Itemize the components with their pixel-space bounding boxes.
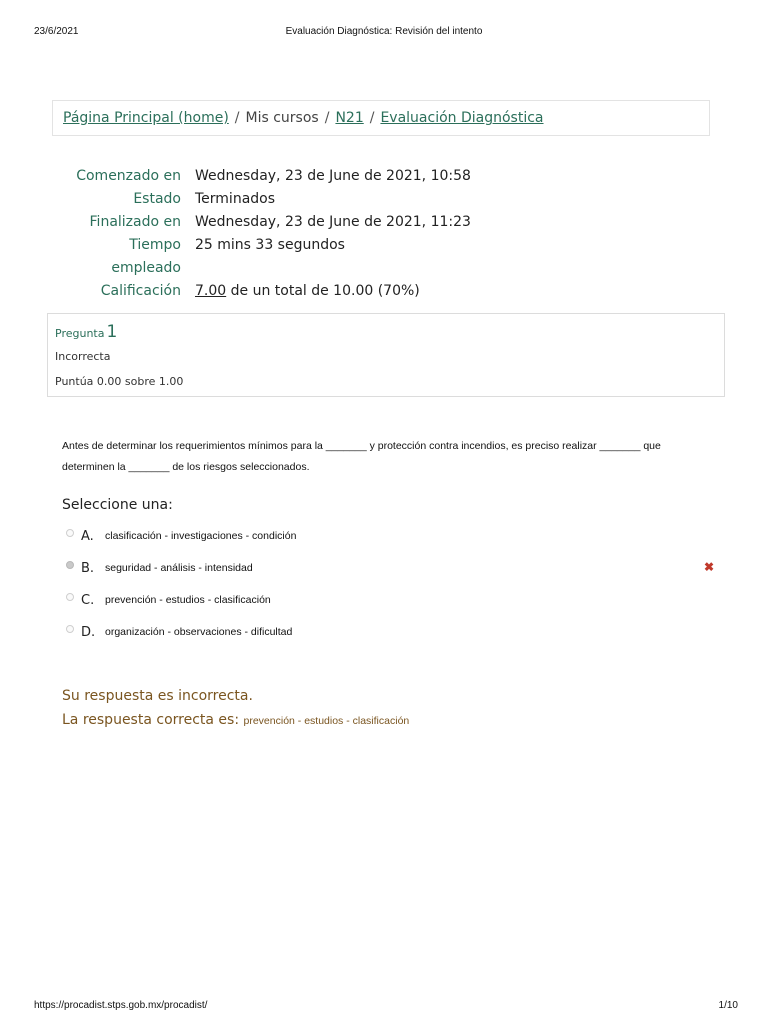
radio-button-selected[interactable] xyxy=(66,561,74,569)
summary-row-grade xyxy=(40,280,720,303)
summary-label: Comenzado en xyxy=(76,168,181,184)
breadcrumb xyxy=(52,100,710,136)
answer-prompt: Seleccione una: xyxy=(62,497,173,513)
summary-label-line: Tiempo xyxy=(129,237,181,253)
summary-value: 25 mins 33 segundos xyxy=(195,237,345,253)
answer-letter: A. xyxy=(81,528,94,544)
summary-label: Calificación xyxy=(100,283,181,299)
grade-score: 7.00 xyxy=(195,283,227,299)
radio-button[interactable] xyxy=(66,529,74,537)
print-title: Evaluación Diagnóstica: Revisión del intento xyxy=(285,26,483,37)
summary-row-time-taken xyxy=(40,234,720,280)
radio-button[interactable] xyxy=(66,625,74,633)
summary-label: Finalizado en xyxy=(89,214,181,230)
breadcrumb-separator: / xyxy=(369,110,375,126)
grade-total: de un total de 10.00 (70%) xyxy=(230,283,420,299)
breadcrumb-separator: / xyxy=(234,110,240,126)
breadcrumb-home-link[interactable]: Página Principal (home) xyxy=(63,110,229,126)
print-header xyxy=(34,26,734,40)
answer-letter: D. xyxy=(81,624,96,640)
attempt-summary-table xyxy=(40,165,720,303)
summary-value: Terminados xyxy=(195,191,276,207)
summary-value xyxy=(195,280,720,303)
breadcrumb-my-courses: Mis cursos xyxy=(245,110,319,126)
answer-letter: B. xyxy=(81,560,95,576)
summary-row-state xyxy=(40,188,720,211)
answer-text: prevención - estudios - clasificación xyxy=(105,594,271,606)
radio-button[interactable] xyxy=(66,593,74,601)
summary-value: Wednesday, 23 de June de 2021, 10:58 xyxy=(195,168,471,184)
answer-option-a[interactable] xyxy=(66,520,706,552)
summary-row-completed xyxy=(40,211,720,234)
summary-label-line: empleado xyxy=(111,260,181,276)
breadcrumb-quiz-link[interactable]: Evaluación Diagnóstica xyxy=(380,110,544,126)
question-text-line: Antes de determinar los requerimientos mínimos para la _______ y protección contra incendios, es preciso realizar _______ que xyxy=(62,440,661,452)
answer-option-b[interactable] xyxy=(66,552,714,584)
page-number: 1/10 xyxy=(718,1000,738,1011)
incorrect-cross-icon: ✖ xyxy=(703,560,714,574)
question-number-label: Pregunta xyxy=(55,327,105,340)
answer-option-c[interactable] xyxy=(66,584,706,616)
answer-option-d[interactable] xyxy=(66,616,706,648)
breadcrumb-separator: / xyxy=(324,110,330,126)
answer-options xyxy=(66,520,714,648)
correct-answer-line xyxy=(62,709,409,732)
question-text-line: determinen la _______ de los riesgos seleccionados. xyxy=(62,461,310,473)
answer-text: seguridad - análisis - intensidad xyxy=(105,562,253,574)
question-state: Incorrecta xyxy=(55,350,111,363)
feedback-message: Su respuesta es incorrecta. xyxy=(62,688,253,704)
correct-answer-label: La respuesta correcta es: xyxy=(62,712,240,728)
question-text xyxy=(62,436,722,478)
summary-row-started xyxy=(40,165,720,188)
question-info-box xyxy=(47,313,725,397)
answer-letter: C. xyxy=(81,592,95,608)
question-mark: Puntúa 0.00 sobre 1.00 xyxy=(55,375,184,388)
question-number xyxy=(55,322,717,342)
print-date: 23/6/2021 xyxy=(34,26,79,37)
summary-value: Wednesday, 23 de June de 2021, 11:23 xyxy=(195,214,471,230)
correct-answer-text: prevención - estudios - clasificación xyxy=(243,715,410,727)
question-number-value: 1 xyxy=(106,322,118,342)
answer-text: clasificación - investigaciones - condición xyxy=(105,530,297,542)
print-url: https://procadist.stps.gob.mx/procadist/ xyxy=(34,1000,208,1011)
summary-label: Estado xyxy=(133,191,181,207)
breadcrumb-course-link[interactable]: N21 xyxy=(335,110,364,126)
answer-text: organización - observaciones - dificultad xyxy=(105,626,293,638)
answer-feedback xyxy=(62,684,409,732)
summary-label xyxy=(40,234,195,280)
